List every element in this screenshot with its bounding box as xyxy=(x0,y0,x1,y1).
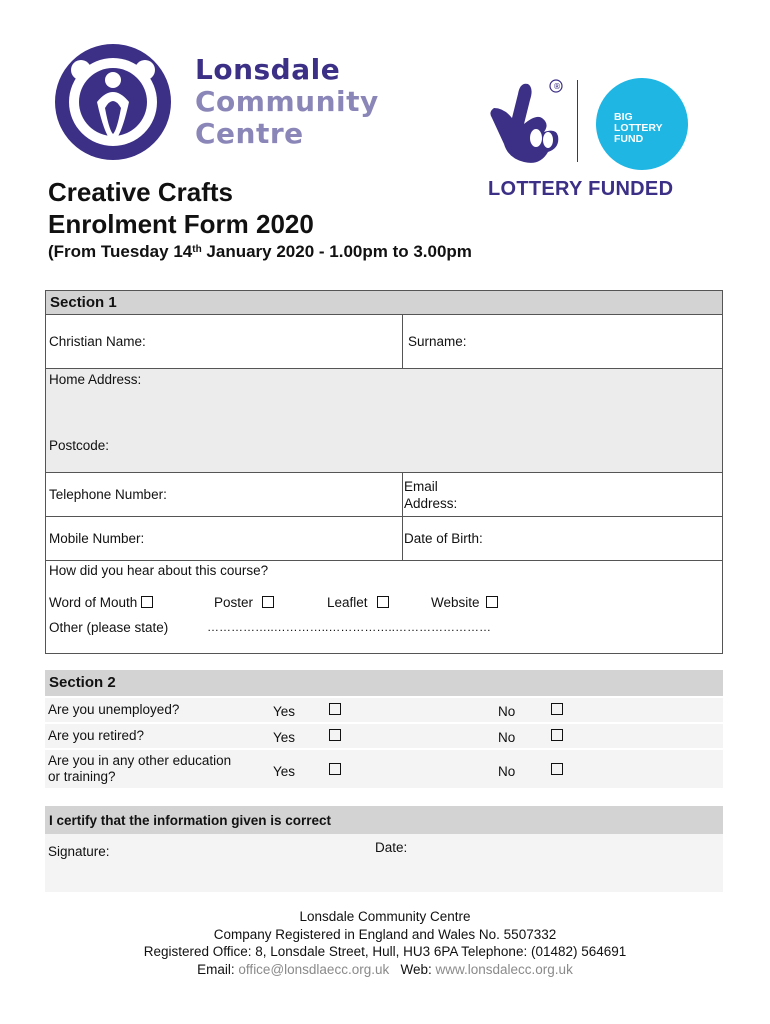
date-label: Date: xyxy=(375,840,408,855)
web-prefix: Web: xyxy=(400,961,436,977)
word-of-mouth-checkbox[interactable] xyxy=(141,596,153,608)
form-title xyxy=(48,176,314,240)
footer-email-link[interactable]: office@lonsdlaecc.org.uk xyxy=(238,961,390,977)
q-education xyxy=(48,753,231,785)
education-row xyxy=(45,750,723,788)
lottery-funded-label: LOTTERY FUNDED xyxy=(488,178,674,200)
title-line2: Enrolment Form 2020 xyxy=(48,209,314,239)
no-label: No xyxy=(498,764,516,779)
lonsdale-logo xyxy=(45,42,385,162)
opt-leaflet-label: Leaflet xyxy=(327,595,368,610)
christian-name-field[interactable] xyxy=(46,315,402,368)
big-line3: FUND xyxy=(614,133,644,145)
signature-field[interactable] xyxy=(45,834,723,892)
email-label-line2: Address: xyxy=(404,496,458,511)
q-education-line2: or training? xyxy=(48,769,116,784)
section1-table xyxy=(45,290,723,654)
section2-heading: Section 2 xyxy=(45,670,723,696)
crossed-fingers-icon xyxy=(484,74,568,170)
subtitle-sup: th xyxy=(192,244,202,255)
email-field[interactable] xyxy=(403,473,722,516)
big-line2: LOTTERY xyxy=(614,122,663,134)
footer-contact xyxy=(0,961,770,979)
footer xyxy=(0,908,770,978)
email-label xyxy=(404,478,457,512)
org-line2: Community xyxy=(195,85,379,118)
unemployed-yes-checkbox[interactable] xyxy=(329,703,341,715)
mobile-field[interactable] xyxy=(46,517,402,560)
contact-row xyxy=(46,473,722,517)
registered-mark: ® xyxy=(553,82,561,91)
dob-label: Date of Birth: xyxy=(404,531,483,546)
mobile-row xyxy=(46,517,722,561)
community-people-icon xyxy=(45,42,185,162)
postcode-label: Postcode: xyxy=(49,438,110,453)
lottery-logo xyxy=(484,74,694,214)
unemployed-no-checkbox[interactable] xyxy=(551,703,563,715)
course-dates xyxy=(48,242,472,262)
logo-divider xyxy=(577,80,578,162)
surname-label: Surname: xyxy=(408,334,467,349)
dob-field[interactable] xyxy=(403,517,722,560)
how-heard-label: How did you hear about this course? xyxy=(49,563,269,578)
other-input-line[interactable]: ……………..…………..……………..…………………… xyxy=(207,620,492,634)
org-line3: Centre xyxy=(195,117,304,150)
opt-website-label: Website xyxy=(431,595,480,610)
website-checkbox[interactable] xyxy=(486,596,498,608)
section1-heading: Section 1 xyxy=(46,291,722,315)
org-line1: Lonsdale xyxy=(195,53,341,86)
leaflet-checkbox[interactable] xyxy=(377,596,389,608)
opt-word-label: Word of Mouth xyxy=(49,595,138,610)
how-heard-block xyxy=(46,561,722,653)
retired-row xyxy=(45,724,723,748)
title-line1: Creative Crafts xyxy=(48,177,233,207)
other-label: Other (please state) xyxy=(49,620,169,635)
opt-word-of-mouth xyxy=(49,595,153,610)
surname-field[interactable] xyxy=(403,315,722,368)
education-yes-checkbox[interactable] xyxy=(329,763,341,775)
poster-checkbox[interactable] xyxy=(262,596,274,608)
christian-name-label: Christian Name: xyxy=(49,334,146,349)
yes-label: Yes xyxy=(273,764,296,779)
telephone-label: Telephone Number: xyxy=(49,487,167,502)
footer-web-link[interactable]: www.lonsdalecc.org.uk xyxy=(435,961,573,977)
retired-no-checkbox[interactable] xyxy=(551,729,563,741)
home-address-label: Home Address: xyxy=(49,372,142,387)
mobile-label: Mobile Number: xyxy=(49,531,145,546)
opt-poster xyxy=(214,595,274,610)
yes-label: Yes xyxy=(273,704,296,719)
signature-label: Signature: xyxy=(48,844,110,859)
no-label: No xyxy=(498,730,516,745)
telephone-field[interactable] xyxy=(46,473,402,516)
home-address-field[interactable] xyxy=(46,369,722,473)
q-education-line1: Are you in any other education xyxy=(48,753,232,768)
education-no-checkbox[interactable] xyxy=(551,763,563,775)
yes-label: Yes xyxy=(273,730,296,745)
subtitle-pre: (From Tuesday 14 xyxy=(48,242,193,261)
retired-yes-checkbox[interactable] xyxy=(329,729,341,741)
footer-address: Registered Office: 8, Lonsdale Street, Hull, HU3 6PA Telephone: (01482) 564691 xyxy=(143,944,627,959)
footer-company-reg: Company Registered in England and Wales No. 5507332 xyxy=(213,926,557,942)
section2-table xyxy=(45,670,723,788)
no-label: No xyxy=(498,704,516,719)
footer-org: Lonsdale Community Centre xyxy=(299,909,471,924)
certify-block xyxy=(45,806,723,892)
unemployed-row xyxy=(45,698,723,722)
big-line1: BIG xyxy=(614,111,633,123)
opt-poster-label: Poster xyxy=(214,595,254,610)
lonsdale-logo-text xyxy=(195,54,379,150)
q-retired: Are you retired? xyxy=(48,728,145,743)
subtitle-post: January 2020 - 1.00pm to 3.00pm xyxy=(201,242,472,261)
email-label-line1: Email xyxy=(404,479,438,494)
opt-website xyxy=(431,595,498,610)
opt-leaflet xyxy=(327,595,389,610)
big-lottery-fund-text xyxy=(614,112,663,145)
names-row xyxy=(46,315,722,369)
email-prefix: Email: xyxy=(197,961,239,977)
q-unemployed: Are you unemployed? xyxy=(48,702,180,717)
certify-heading: I certify that the information given is correct xyxy=(45,806,723,834)
